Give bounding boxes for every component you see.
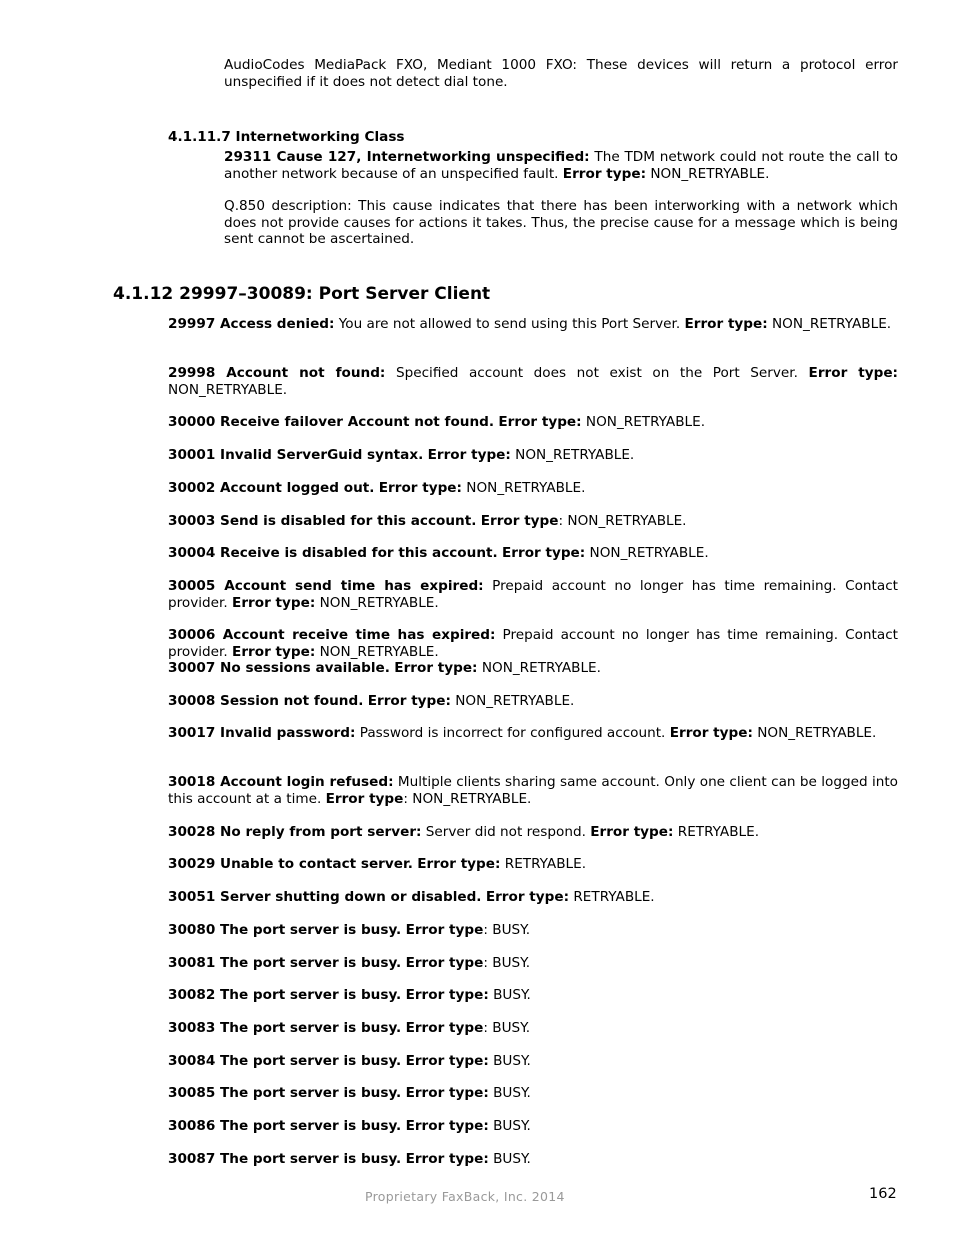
error-entry: 30018 Account login refused: Multiple clients sharing same account. Only one client can be logged into this account at a time. Error type: NON_RETRYABLE. xyxy=(168,774,898,807)
error-entry: 30051 Server shutting down or disabled. Error type: RETRYABLE. xyxy=(168,889,655,905)
error-entry: 30080 The port server is busy. Error type: BUSY. xyxy=(168,922,531,938)
error-entry: 30007 No sessions available. Error type: NON_RETRYABLE. xyxy=(168,660,601,676)
error-entry: 30000 Receive failover Account not found. Error type: NON_RETRYABLE. xyxy=(168,414,706,430)
page-number: 162 xyxy=(869,1186,897,1202)
error-entry: 30003 Send is disabled for this account. Error type: NON_RETRYABLE. xyxy=(168,513,687,529)
error-entry: 30002 Account logged out. Error type: NON_RETRYABLE. xyxy=(168,480,586,496)
error-entry: 30006 Account receive time has expired: Prepaid account no longer has time remaining. Contact provider. Error type: NON_RETRYABLE. xyxy=(168,627,898,660)
error-entry: 30008 Session not found. Error type: NON_RETRYABLE. xyxy=(168,693,575,709)
intro-paragraph: AudioCodes MediaPack FXO, Mediant 1000 FXO: These devices will return a protocol error unspecified if it does not detect dial tone. xyxy=(224,57,898,90)
error-entry: 30085 The port server is busy. Error type: BUSY. xyxy=(168,1085,531,1101)
error-entry: 30028 No reply from port server: Server did not respond. Error type: RETRYABLE. xyxy=(168,824,760,840)
error-entry: 30081 The port server is busy. Error type: BUSY. xyxy=(168,955,531,971)
error-entry: 30083 The port server is busy. Error type: BUSY. xyxy=(168,1020,531,1036)
error-entry: 30084 The port server is busy. Error type: BUSY. xyxy=(168,1053,531,1069)
footer-copyright: Proprietary FaxBack, Inc. 2014 xyxy=(365,1189,565,1204)
error-entry: 30087 The port server is busy. Error type: BUSY. xyxy=(168,1151,531,1167)
error-entry: 30001 Invalid ServerGuid syntax. Error type: NON_RETRYABLE. xyxy=(168,447,635,463)
entry-29311: 29311 Cause 127, Internetworking unspecified: The TDM network could not route the call to another network because of an unspecified fault. Error type: NON_RETRYABLE. xyxy=(224,149,898,182)
error-entry: 30082 The port server is busy. Error type: BUSY. xyxy=(168,987,531,1003)
error-entry: 30086 The port server is busy. Error type: BUSY. xyxy=(168,1118,531,1134)
error-entry: 30029 Unable to contact server. Error type: RETRYABLE. xyxy=(168,856,587,872)
heading-port-server-client: 4.1.12 29997–30089: Port Server Client xyxy=(113,284,491,304)
heading-internetworking-class: 4.1.11.7 Internetworking Class xyxy=(168,129,405,145)
error-entry: 29997 Access denied: You are not allowed to send using this Port Server. Error type: NON_RETRYABLE. xyxy=(168,316,892,332)
q850-description: Q.850 description: This cause indicates that there has been interworking with a network which does not provide causes for actions it takes. Thus, the precise cause for a message which is being sent cannot be ascertained. xyxy=(224,198,898,248)
error-entry: 29998 Account not found: Specified account does not exist on the Port Server. Error type: NON_RETRYABLE. xyxy=(168,365,898,398)
error-entry: 30005 Account send time has expired: Prepaid account no longer has time remaining. Contact provider. Error type: NON_RETRYABLE. xyxy=(168,578,898,611)
error-entry: 30004 Receive is disabled for this account. Error type: NON_RETRYABLE. xyxy=(168,545,709,561)
error-entry: 30017 Invalid password: Password is incorrect for configured account. Error type: NON_RETRYABLE. xyxy=(168,725,877,741)
